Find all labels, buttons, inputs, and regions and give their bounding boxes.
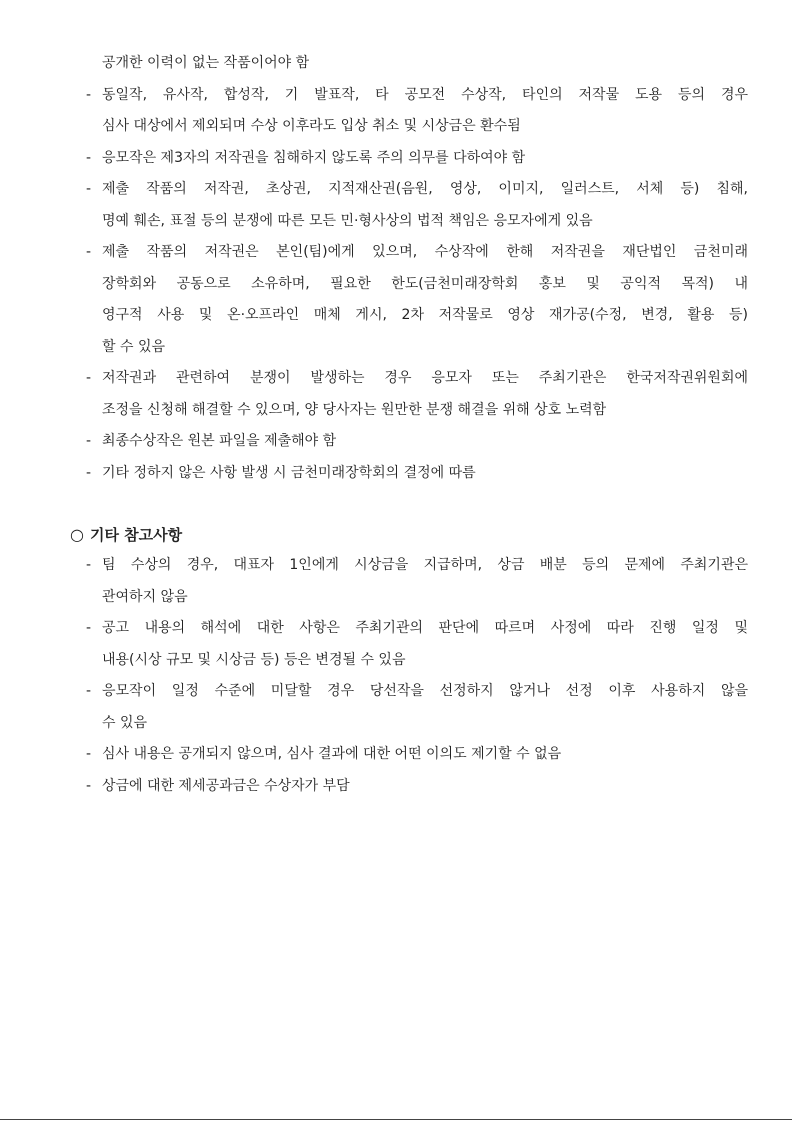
notes-list-item — [72, 613, 748, 676]
dash-bullet-icon: - — [86, 746, 92, 762]
dash-bullet-icon: - — [86, 557, 92, 573]
item-text-line: 최종수상작은 원본 파일을 제출해야 함 — [102, 433, 337, 449]
item-text-line: 상금에 대한 제세공과금은 수상자가 부담 — [102, 777, 350, 794]
item-text-line: 동일작, 유사작, 합성작, 기 발표작, 타 공모전 수상작, 타인의 저작물 도용 등의 경우 — [102, 86, 748, 103]
item-text-line: 응모작이 일정 수준에 미달할 경우 당선작을 선정하지 않거나 선정 이후 사용하지 않을 — [102, 683, 748, 699]
circle-marker-icon: ○ — [70, 525, 84, 544]
dash-bullet-icon: - — [86, 181, 92, 197]
terms-list-item — [72, 143, 748, 175]
terms-list-item — [72, 174, 748, 237]
item-text-line: 영구적 사용 및 온·오프라인 매체 게시, 2차 저작물로 영상 재가공(수정, 변경, 활용 등) — [102, 307, 748, 323]
dash-bullet-icon: - — [86, 86, 92, 103]
item-text-line: 관여하지 않음 — [102, 588, 188, 605]
item-text-line: 기타 정하지 않은 사항 발생 시 금천미래장학회의 결정에 따름 — [102, 464, 476, 481]
notes-list-item — [72, 676, 748, 739]
item-text-line: 조정을 신청해 해결할 수 있으며, 양 당사자는 원만한 분쟁 해결을 위해 상호 노력함 — [102, 401, 607, 418]
page-bottom-divider — [0, 1119, 792, 1120]
dash-bullet-icon: - — [86, 370, 92, 386]
dash-bullet-icon: - — [86, 149, 92, 166]
terms-list-item — [72, 458, 748, 490]
dash-bullet-icon: - — [86, 433, 92, 449]
item-text-line: 수 있음 — [102, 714, 148, 731]
terms-list-item — [72, 237, 748, 363]
item-text-line: 명예 훼손, 표절 등의 분쟁에 따른 모든 민·형사상의 법적 책임은 응모자에게 있음 — [102, 212, 593, 229]
item-text-line: 저작권과 관련하여 분쟁이 발생하는 경우 응모자 또는 주최기관은 한국저작권위원회에 — [102, 370, 748, 386]
terms-list-item — [72, 426, 748, 458]
dash-bullet-icon: - — [86, 777, 92, 794]
item-text-line: 제출 작품의 저작권은 본인(팀)에게 있으며, 수상작에 한해 저작권을 재단법인 금천미래 — [102, 244, 748, 260]
dash-bullet-icon: - — [86, 464, 92, 481]
item-text-line: 내용(시상 규모 및 시상금 등) 등은 변경될 수 있음 — [102, 651, 406, 668]
notes-list-item — [72, 739, 748, 771]
item-text-line: 장학회와 공동으로 소유하며, 필요한 한도(금천미래장학회 홍보 및 공익적 목적) 내 — [102, 275, 748, 292]
terms-list-item — [72, 80, 748, 143]
item-text-line: 공고 내용의 해석에 대한 사항은 주최기관의 판단에 따르며 사정에 따라 진행 일정 및 — [102, 620, 748, 636]
section-title: 기타 참고사항 — [89, 526, 183, 544]
section-heading — [70, 519, 748, 550]
dash-bullet-icon: - — [86, 244, 92, 260]
dash-bullet-icon: - — [86, 620, 92, 636]
item-text-line: 할 수 있음 — [102, 338, 165, 355]
notes-list-item — [72, 771, 748, 803]
item-text-line: 응모작은 제3자의 저작권을 침해하지 않도록 주의 의무를 다하여야 함 — [102, 149, 526, 166]
notes-list-item — [72, 550, 748, 613]
section-spacer — [72, 489, 748, 519]
intro-line: 공개한 이력이 없는 작품이어야 함 — [102, 55, 310, 71]
item-text-line: 심사 내용은 공개되지 않으며, 심사 결과에 대한 어떤 이의도 제기할 수 없음 — [102, 746, 562, 762]
terms-list — [72, 80, 748, 490]
item-text-line: 팀 수상의 경우, 대표자 1인에게 시상금을 지급하며, 상금 배분 등의 문제에 주최기관은 — [102, 557, 748, 573]
dash-bullet-icon: - — [86, 683, 92, 699]
item-text-line: 제출 작품의 저작권, 초상권, 지적재산권(음원, 영상, 이미지, 일러스트, 서체 등) 침해, — [102, 181, 748, 197]
terms-list-item — [72, 363, 748, 426]
item-text-line: 심사 대상에서 제외되며 수상 이후라도 입상 취소 및 시상금은 환수됨 — [102, 118, 521, 134]
document-body — [72, 48, 748, 802]
notes-list — [72, 550, 748, 802]
